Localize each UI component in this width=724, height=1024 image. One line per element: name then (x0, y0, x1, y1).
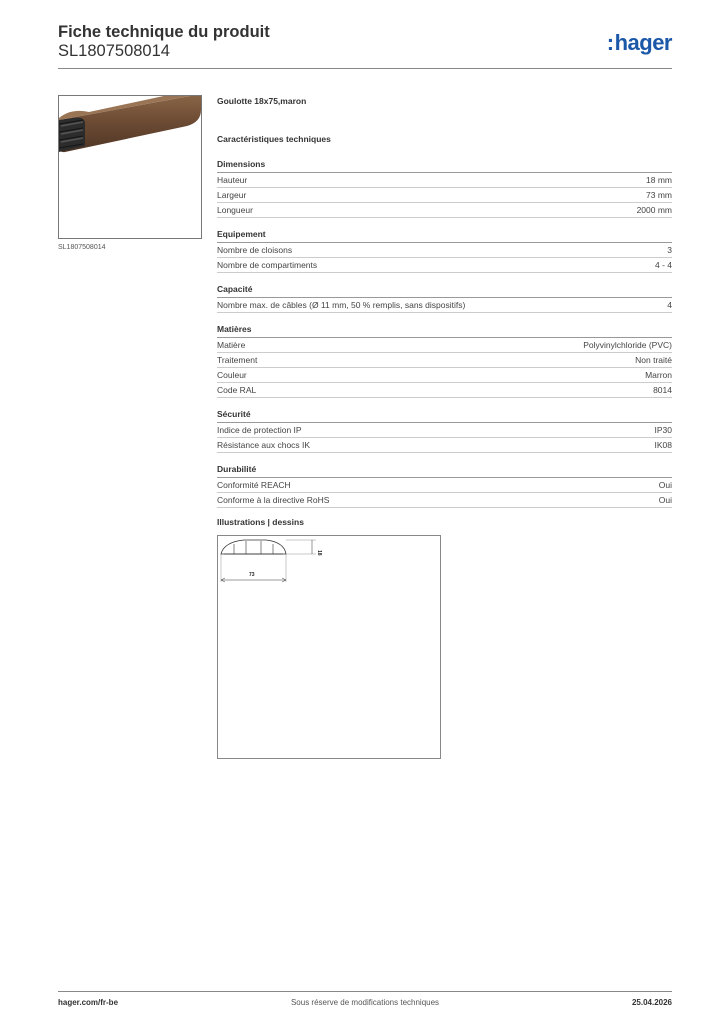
spec-row (217, 383, 672, 398)
spec-label: Longueur (217, 205, 253, 215)
header-divider (58, 68, 672, 69)
spec-row (217, 438, 672, 453)
spec-group-title: Capacité (217, 284, 672, 298)
spec-group-title: Equipement (217, 229, 672, 243)
cable-duct-illustration (59, 96, 201, 238)
spec-row (217, 258, 672, 273)
spec-label: Conforme à la directive RoHS (217, 495, 330, 505)
spec-value: Oui (658, 495, 672, 505)
spec-group-dimensions (217, 159, 672, 218)
spec-label: Hauteur (217, 175, 248, 185)
spec-label: Largeur (217, 190, 247, 200)
spec-row (217, 188, 672, 203)
spec-value: 2000 mm (636, 205, 672, 215)
spec-group-equipment (217, 229, 672, 273)
spec-value: Polyvinylchloride (PVC) (583, 340, 672, 350)
spec-row (217, 298, 672, 313)
spec-group-title: Dimensions (217, 159, 672, 173)
spec-row (217, 353, 672, 368)
height-dimension-label: 18 (316, 550, 322, 556)
spec-value: IP30 (654, 425, 672, 435)
spec-group-capacity (217, 284, 672, 313)
spec-label: Nombre de cloisons (217, 245, 293, 255)
spec-label: Conformité REACH (217, 480, 291, 490)
spec-value: 3 (667, 245, 672, 255)
page-header (58, 20, 672, 70)
cross-section-drawing (218, 536, 440, 758)
product-name: Goulotte 18x75,maron (217, 96, 307, 106)
spec-label: Nombre de compartiments (217, 260, 318, 270)
section-title-technical: Caractéristiques techniques (217, 134, 331, 144)
width-dimension-label: 73 (249, 572, 255, 578)
spec-label: Résistance aux chocs IK (217, 440, 311, 450)
spec-group-safety (217, 409, 672, 453)
product-image-caption: SL1807508014 (58, 244, 106, 251)
spec-label: Code RAL (217, 385, 257, 395)
spec-value: Marron (645, 370, 672, 380)
spec-group-title: Matières (217, 324, 672, 338)
spec-label: Traitement (217, 355, 258, 365)
spec-value: 4 - 4 (654, 260, 672, 270)
spec-row (217, 423, 672, 438)
spec-group-materials (217, 324, 672, 398)
spec-row (217, 338, 672, 353)
page-title: Fiche technique du produit (58, 23, 270, 41)
spec-content (217, 96, 672, 519)
page-footer (58, 998, 672, 1012)
spec-label: Matière (217, 340, 246, 350)
spec-value: Oui (658, 480, 672, 490)
spec-value: 18 mm (646, 175, 672, 185)
product-reference: SL1807508014 (58, 42, 170, 60)
footer-website-link[interactable]: hager.com/fr-be (58, 998, 119, 1007)
spec-value: Non traité (635, 355, 672, 365)
spec-value: IK08 (654, 440, 672, 450)
spec-group-title: Durabilité (217, 464, 672, 478)
technical-drawing (217, 535, 441, 759)
spec-row (217, 243, 672, 258)
spec-row (217, 368, 672, 383)
footer-divider (58, 991, 672, 992)
footer-date: 25.04.2026 (631, 998, 672, 1007)
spec-label: Indice de protection IP (217, 425, 302, 435)
spec-row (217, 203, 672, 218)
spec-value: 8014 (653, 385, 672, 395)
spec-row (217, 493, 672, 508)
logo-text: hager (614, 30, 672, 55)
spec-group-durability (217, 464, 672, 508)
spec-row (217, 173, 672, 188)
spec-label: Nombre max. de câbles (Ø 11 mm, 50 % remplis, sans dispositifs) (217, 300, 466, 310)
spec-value: 4 (667, 300, 672, 310)
spec-label: Couleur (217, 370, 247, 380)
spec-row (217, 478, 672, 493)
hager-logo: :hager (606, 30, 672, 55)
footer-disclaimer: Sous réserve de modifications techniques (290, 998, 440, 1007)
illustrations-title: Illustrations | dessins (217, 517, 304, 527)
spec-group-title: Sécurité (217, 409, 672, 423)
product-image (58, 95, 202, 239)
spec-value: 73 mm (646, 190, 672, 200)
